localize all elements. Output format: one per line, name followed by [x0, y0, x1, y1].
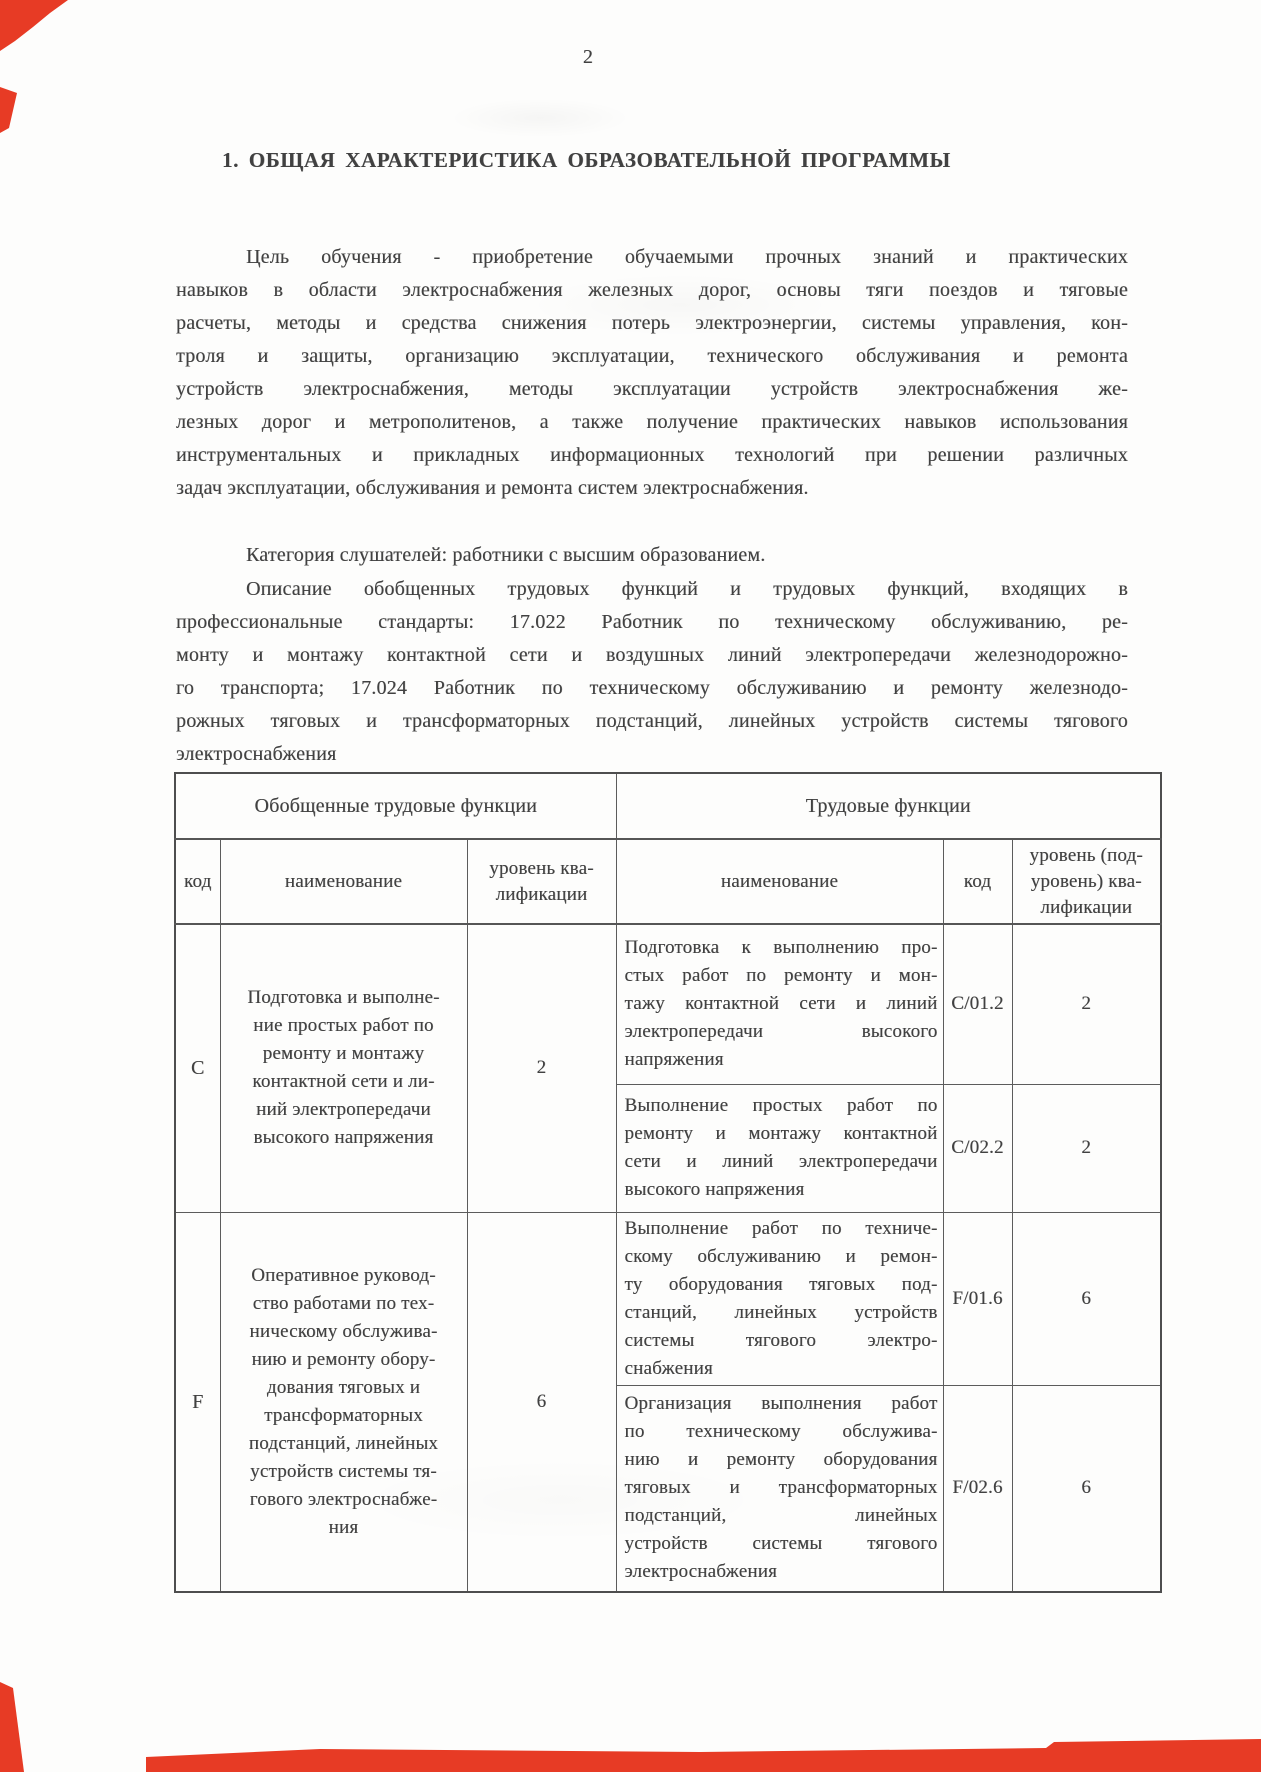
section-heading: 1. ОБЩАЯ ХАРАКТЕРИСТИКА ОБРАЗОВАТЕЛЬНОЙ ПРОГРАММЫ — [222, 148, 951, 172]
text-line: лезных дорог и метрополитенов, а также получение практических навыков использования — [176, 411, 1128, 433]
text-line: навыков в области электроснабжения железных дорог, основы тяги поездов и тяговые — [176, 279, 1128, 301]
group-header-labor-functions: Трудовые функции — [616, 773, 1161, 839]
text-line: профессиональные стандарты: 17.022 Работник по техническому обслуживанию, ре- — [176, 611, 1128, 633]
tf-name-c02 — [616, 1084, 943, 1212]
text-line: Организация выполнения работ — [624, 1393, 938, 1415]
text-line: ремонту и монтажу контактной — [624, 1123, 938, 1144]
gtf-name-c — [220, 924, 467, 1212]
text-line: рожных тяговых и трансформаторных подстанций, линейных устройств системы тягового — [176, 710, 1128, 732]
text-line: задач эксплуатации, обслуживания и ремонта систем электроснабжения. — [176, 477, 809, 499]
tf-level-f01: 6 — [1012, 1212, 1161, 1385]
table-row — [175, 1212, 1161, 1385]
tf-code-f02: F/02.6 — [943, 1385, 1012, 1592]
table-row — [175, 924, 1161, 1084]
paragraph-description — [176, 573, 1128, 771]
text-line: высокого напряжения — [253, 1127, 434, 1149]
tf-name-f01 — [616, 1212, 943, 1385]
tf-level-f02: 6 — [1012, 1385, 1161, 1592]
paragraph-category — [176, 539, 1128, 572]
text-line: ние простых работ по — [253, 1015, 434, 1037]
text-line: контактной сети и ли- — [252, 1071, 435, 1093]
text-line: уровень) ква- — [1030, 870, 1142, 892]
tf-code-c02: C/02.2 — [943, 1084, 1012, 1212]
text-line: ний электропередачи — [256, 1099, 431, 1121]
text-line: Выполнение простых работ по — [624, 1095, 938, 1116]
text-line: подстанций, линейных — [624, 1505, 938, 1527]
gtf-name-f — [220, 1212, 467, 1592]
text-line: высокого напряжения — [624, 1179, 805, 1200]
gtf-level-f: 6 — [467, 1212, 616, 1592]
text-line: станций, линейных устройств — [624, 1301, 938, 1323]
text-line: Выполнение работ по техниче- — [624, 1217, 938, 1239]
text-line: снабжения — [624, 1357, 713, 1379]
text-line: электроснабжения — [176, 743, 337, 765]
text-line: электроснабжения — [624, 1561, 778, 1583]
text-line: ния — [328, 1516, 359, 1538]
col-header-gtf-name: наименование — [220, 839, 467, 924]
table-column-header-row — [175, 839, 1161, 924]
page-number: 2 — [582, 46, 594, 68]
text-line: го транспорта; 17.024 Работник по техническому обслуживанию и ремонту железнодо- — [176, 677, 1128, 699]
tf-level-c01: 2 — [1012, 924, 1161, 1084]
text-line: напряжения — [624, 1049, 724, 1071]
text-line: гового электроснабже- — [249, 1488, 438, 1510]
group-header-generalized-functions: Обобщенные трудовые функции — [175, 773, 616, 839]
gtf-code-f: F — [175, 1212, 220, 1592]
text-line: инструментальных и прикладных информационных технологий при решении различных — [176, 444, 1128, 466]
tf-code-f01: F/01.6 — [943, 1212, 1012, 1385]
gtf-code-c: C — [175, 924, 220, 1212]
text-line: нию и ремонту обору- — [251, 1348, 436, 1370]
text-line: лификации — [495, 883, 588, 905]
text-line: нию и ремонту оборудования — [624, 1449, 938, 1471]
col-header-tf-name: наименование — [616, 839, 943, 924]
text-line: устройств электроснабжения, методы эксплуатации устройств электроснабжения же- — [176, 378, 1128, 400]
text-line: троля и защиты, организацию эксплуатации, технического обслуживания и ремонта — [176, 345, 1128, 367]
text-line: трансформаторных — [264, 1404, 423, 1426]
text-line: Подготовка и выполне- — [247, 987, 440, 1009]
text-line: ническому обслужива- — [249, 1320, 438, 1342]
tf-level-c02: 2 — [1012, 1084, 1161, 1212]
text-line: ство работами по тех- — [252, 1292, 435, 1314]
text-line: тяговых и трансформаторных — [624, 1477, 938, 1499]
text-line: лификации — [1040, 896, 1133, 918]
labor-functions-table — [174, 772, 1162, 1593]
text-line: Описание обобщенных трудовых функций и трудовых функций, входящих в — [246, 578, 1128, 600]
text-line: по техническому обслужива- — [624, 1421, 938, 1443]
red-scan-mark-top-left-corner — [0, 0, 68, 51]
text-line: скому обслуживанию и ремон- — [624, 1245, 938, 1267]
text-line: уровень ква- — [489, 857, 594, 879]
red-scan-mark-left-edge — [0, 87, 17, 133]
red-scan-mark-bottom-left-streak — [0, 1682, 24, 1772]
col-header-tf-level — [1012, 839, 1161, 924]
col-header-gtf-level — [467, 839, 616, 924]
tf-code-c01: C/01.2 — [943, 924, 1012, 1084]
text-line: уровень (под- — [1029, 844, 1143, 866]
text-line: монту и монтажу контактной сети и воздушных линий электропередачи железнодорожно- — [176, 644, 1128, 666]
text-line: устройств системы тягового — [624, 1533, 938, 1555]
text-line: дования тяговых и — [266, 1376, 421, 1398]
text-line: электропередачи высокого — [624, 1021, 938, 1043]
text-line: устройств системы тя- — [250, 1460, 437, 1482]
text-line: Категория слушателей: работники с высшим образованием. — [246, 544, 766, 566]
table-group-header-row — [175, 773, 1161, 839]
paragraph-goal — [176, 241, 1128, 505]
text-line: Подготовка к выполнению про- — [624, 937, 938, 959]
text-line: Оперативное руковод- — [251, 1264, 436, 1286]
text-line: ту оборудования тяговых под- — [624, 1273, 938, 1295]
text-line: системы тягового электро- — [624, 1329, 938, 1351]
gtf-level-c: 2 — [467, 924, 616, 1212]
red-scan-mark-bottom-bar — [146, 1739, 1261, 1772]
col-header-gtf-code: код — [175, 839, 220, 924]
text-line: расчеты, методы и средства снижения потерь электроэнергии, системы управления, кон- — [176, 312, 1128, 334]
col-header-tf-code: код — [943, 839, 1012, 924]
text-line: стых работ по ремонту и мон- — [624, 965, 938, 987]
text-line: тажу контактной сети и линий — [624, 993, 938, 1015]
text-line: сети и линий электропередачи — [624, 1151, 938, 1172]
text-line: подстанций, линейных — [248, 1432, 439, 1454]
tf-name-f02 — [616, 1385, 943, 1592]
text-line: Цель обучения - приобретение обучаемыми прочных знаний и практических — [246, 246, 1128, 268]
text-line: ремонту и монтажу — [262, 1043, 425, 1065]
tf-name-c01 — [616, 924, 943, 1084]
